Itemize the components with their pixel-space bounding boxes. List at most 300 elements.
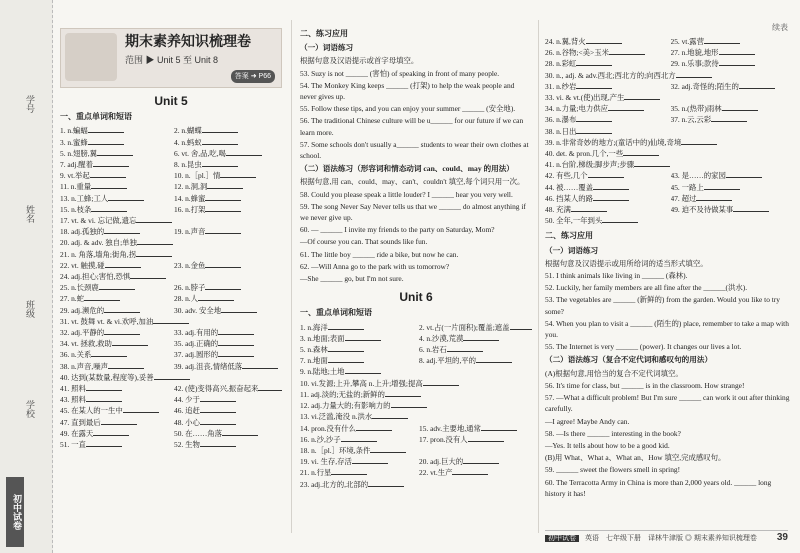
- answer-blank[interactable]: [104, 327, 140, 335]
- vocab-item: [545, 103, 665, 114]
- answer-blank[interactable]: [510, 322, 532, 330]
- answer-blank[interactable]: [385, 389, 421, 397]
- vocab-item: [174, 383, 282, 394]
- vocab-item: [174, 260, 282, 271]
- footer-text: 英语 七年级下册 译林牛津版 ◎ 期末素养知识梳理卷: [584, 535, 757, 542]
- vocab-item: [419, 456, 532, 467]
- vocab-item: [671, 47, 791, 58]
- answer-blank[interactable]: [328, 322, 364, 330]
- vocab-text: 50. 全年,一年到头: [545, 216, 603, 226]
- vocab-text: 21. n. 角落,墙角;街角,拐: [60, 249, 136, 259]
- vocab-item: [60, 372, 282, 383]
- question-item: 53. The vegetables are ______ (新鲜的) from the garden. Would you like to try some?: [545, 295, 780, 316]
- vocab-text: 5. n.森林: [300, 345, 328, 355]
- question-item: 61. The little boy ______ ride a bike, but now he can.: [300, 249, 459, 259]
- answer-blank[interactable]: [97, 148, 133, 156]
- vocab-item: [419, 434, 532, 445]
- vocab-text: 52. 生物: [174, 440, 200, 450]
- vocab-text: 35. n.(热带)雨林: [670, 104, 722, 114]
- answer-blank[interactable]: [372, 411, 408, 419]
- vocab-text: 37. n.云,云彩: [670, 115, 712, 125]
- answer-blank[interactable]: [370, 445, 406, 453]
- answer-blank[interactable]: [368, 479, 404, 487]
- vocab-text: 45. 一路上: [670, 182, 704, 192]
- vocab-item: [300, 445, 532, 456]
- question-item: 54. When you plan to visit a ______ (陌生的) place, remember to take a map with you.: [545, 318, 789, 340]
- answer-blank[interactable]: [108, 193, 144, 201]
- answer-blank[interactable]: [101, 417, 137, 425]
- vocab-text: 10. vi.发源;上升,攀高 n.上升;增强;提高: [300, 378, 423, 388]
- subsection-heading: （二）语法练习（形容词和情态动词 can、could、may 的用法）: [300, 164, 514, 174]
- vocab-text: 51. 一直: [60, 440, 86, 450]
- answer-blank[interactable]: [226, 148, 262, 156]
- question-item: 54. The Monkey King keeps ______ (打架) to help the weak people and never gives up.: [300, 80, 515, 102]
- answer-blank[interactable]: [153, 316, 189, 324]
- vocab-text: 30. adv. 安全地: [174, 305, 222, 315]
- vocab-text: 24. adj.担心;害怕,恐惧: [60, 272, 131, 282]
- vocab-text: 18. adj.孤独的: [60, 227, 105, 237]
- answer-blank[interactable]: [719, 58, 755, 66]
- question-item: 58. Could you please speak a little louder? I ______ hear you very well.: [300, 189, 513, 199]
- vocab-item: [174, 125, 282, 136]
- vocab-item: [545, 58, 665, 69]
- vocab-item: [60, 271, 282, 282]
- vocab-text: 3. n.地面;表面: [300, 333, 345, 343]
- question-item: 62. —Will Anna go to the park with us tomorrow?: [300, 261, 450, 271]
- answer-blank[interactable]: [476, 355, 512, 363]
- answer-blank[interactable]: [242, 361, 278, 369]
- vocab-item: [545, 137, 790, 148]
- vocab-text: 21. n.行星: [300, 468, 332, 478]
- vocab-item: [545, 159, 790, 170]
- vocab-item: [60, 215, 282, 226]
- vocab-list: [60, 125, 282, 450]
- answer-blank[interactable]: [341, 434, 377, 442]
- vocab-item: [671, 114, 791, 125]
- vocab-item: [60, 260, 168, 271]
- answer-blank[interactable]: [202, 159, 238, 167]
- answer-blank[interactable]: [588, 170, 624, 178]
- vocab-item: [300, 456, 413, 467]
- vocab-item: [671, 193, 791, 204]
- vocab-item: [60, 305, 168, 316]
- answer-blank[interactable]: [719, 47, 755, 55]
- answer-blank[interactable]: [99, 282, 135, 290]
- answer-blank[interactable]: [593, 193, 629, 201]
- vocab-item: [174, 293, 282, 304]
- vocab-item: [300, 366, 532, 377]
- answer-blank[interactable]: [86, 439, 122, 447]
- vocab-text: 36. n.瀑布: [545, 115, 577, 125]
- vocab-text: 11. n.重量: [60, 182, 92, 192]
- answer-blank[interactable]: [130, 271, 166, 279]
- section-heading: 二、练习应用: [545, 231, 593, 241]
- vocab-item: [60, 394, 168, 405]
- vocab-text: 45. 在某人的一生中: [60, 406, 123, 416]
- vocab-item: [174, 181, 282, 192]
- answer-blank[interactable]: [84, 293, 120, 301]
- answer-blank[interactable]: [345, 333, 381, 341]
- vocab-list: [300, 322, 532, 490]
- answer-blank[interactable]: [608, 103, 644, 111]
- vocab-text: 28. n.彩虹: [545, 59, 577, 69]
- vocab-text: 50. 在……角落: [174, 428, 223, 438]
- answer-blank[interactable]: [218, 349, 254, 357]
- answer-blank[interactable]: [593, 182, 629, 190]
- vocab-item: [419, 467, 532, 478]
- vocab-item: [545, 114, 665, 125]
- answer-blank[interactable]: [205, 260, 241, 268]
- vocab-text: 29. n.乐事;款待: [670, 59, 719, 69]
- vocab-list: [545, 36, 790, 226]
- vocab-item: [300, 434, 413, 445]
- answer-blank[interactable]: [86, 394, 122, 402]
- answer-blank[interactable]: [88, 125, 124, 133]
- vocab-item: [174, 204, 282, 215]
- answer-blank[interactable]: [222, 428, 258, 436]
- vocab-text: 12. adj.力量大的;有影响力的: [300, 401, 391, 411]
- vocab-item: [300, 400, 532, 411]
- vocab-item: [419, 344, 532, 355]
- vocab-item: [671, 170, 791, 181]
- vocab-item: [671, 182, 791, 193]
- answer-blank[interactable]: [137, 237, 173, 245]
- vocab-text: 8. n.昆虫: [174, 160, 202, 170]
- question-item: —I agree! Maybe Andy can.: [545, 416, 630, 426]
- answer-blank[interactable]: [352, 456, 388, 464]
- question-item: 55. Follow these tips, and you can enjoy your summer ______ (安全地).: [300, 104, 516, 114]
- unit-heading: Unit 5: [154, 94, 188, 108]
- vocab-item: [671, 204, 791, 215]
- answer-blank[interactable]: [328, 355, 364, 363]
- vocab-text: 20. adj. & adv. 独自;单独: [60, 238, 137, 248]
- answer-blank[interactable]: [93, 159, 129, 167]
- vocab-text: 19. n.声音: [174, 227, 206, 237]
- vocab-text: 7. n.地面: [300, 356, 328, 366]
- vocab-text: 13. vi.泛滥,淹没 n.洪水: [300, 412, 373, 422]
- vocab-item: [419, 355, 532, 366]
- unit-range: 范围 ▶ Unit 5 至 Unit 8: [125, 55, 219, 65]
- answer-blank[interactable]: [623, 148, 659, 156]
- vocab-text: 20. adj.巨大的: [419, 457, 464, 467]
- answer-blank[interactable]: [576, 126, 612, 134]
- vocab-text: 24. n.翼,背火: [545, 37, 586, 46]
- vocab-text: 2. n.蝴蝶: [174, 126, 202, 136]
- vocab-item: [174, 439, 282, 450]
- answer-blank[interactable]: [576, 81, 612, 89]
- vocab-text: 6. n.岩石: [419, 345, 447, 355]
- illustration-icon: [65, 33, 117, 81]
- vocab-text: 23. adj.北方的,北部的: [300, 479, 369, 489]
- answer-blank[interactable]: [602, 215, 638, 223]
- continued-label: 续表: [772, 23, 788, 32]
- binding-strip: [0, 0, 53, 553]
- vocab-text: 12. n.洞,洞: [174, 182, 208, 192]
- vocab-item: [60, 159, 168, 170]
- answer-blank[interactable]: [218, 327, 254, 335]
- answer-blank[interactable]: [200, 417, 236, 425]
- question-item: 56. The traditional Chinese culture will be u______ for our future if we can learn more.: [300, 116, 524, 137]
- vocab-item: [60, 249, 282, 260]
- question-item: 57. —What a difficult problem! But I'm sure ______ can work it out after thinking carefully.: [545, 393, 790, 414]
- vocab-text: 25. n.长颈鹿: [60, 283, 99, 293]
- vocab-text: 2. vt.占(一片面积);覆盖;遮盖: [419, 322, 510, 332]
- answer-blank[interactable]: [423, 378, 459, 386]
- vocab-text: 22. vt. 触摸,碰: [60, 260, 105, 270]
- question-item: —Yes. It tells about how to be a good kid.: [545, 440, 670, 450]
- question-item: —Of course you can. That sounds like fun.: [300, 237, 428, 247]
- vocab-text: 25. vt.露营: [670, 37, 704, 46]
- answer-blank[interactable]: [104, 226, 140, 234]
- vocab-text: 23. n.金鱼: [174, 260, 206, 270]
- vocab-text: 15. adv.主要地,通常: [419, 423, 481, 433]
- instruction: (B)用 What、What a、What an、How 填空,完成感叹句。: [545, 453, 726, 463]
- answer-blank[interactable]: [711, 114, 747, 122]
- answer-blank[interactable]: [104, 305, 140, 313]
- vocab-item: [60, 405, 168, 416]
- vocab-item: [174, 405, 282, 416]
- answer-blank[interactable]: [452, 467, 488, 475]
- instruction: (A)根据句意,用恰当的复合不定代词填空。: [545, 368, 683, 378]
- brand-badge: 初中试卷: [6, 477, 24, 547]
- vocab-text: 11. adj.淡的;无盐的;新鲜的: [300, 389, 385, 399]
- vocab-item: [300, 333, 413, 344]
- vocab-item: [60, 282, 168, 293]
- answer-blank[interactable]: [91, 349, 127, 357]
- answer-blank[interactable]: [447, 344, 483, 352]
- answer-blank[interactable]: [468, 434, 504, 442]
- answer-blank[interactable]: [331, 467, 367, 475]
- vocab-text: 38. n.日出: [545, 126, 577, 136]
- vocab-item: [545, 36, 665, 47]
- vocab-item: [300, 322, 413, 333]
- answer-blank[interactable]: [356, 423, 392, 431]
- column-3: [545, 36, 790, 500]
- vocab-item: [60, 237, 282, 248]
- answer-blank[interactable]: [112, 338, 148, 346]
- page-number: 39: [776, 532, 788, 543]
- answer-blank[interactable]: [258, 383, 282, 391]
- answer-blank[interactable]: [205, 226, 241, 234]
- answer-blank[interactable]: [205, 193, 241, 201]
- vocab-item: [300, 467, 413, 478]
- answer-blank[interactable]: [733, 204, 769, 212]
- vocab-text: 49. 在露天: [60, 428, 94, 438]
- vocab-text: 16. n.打架: [174, 204, 206, 214]
- vocab-item: [60, 148, 168, 159]
- vocab-text: 29. adj.濒危的: [60, 305, 105, 315]
- vocab-text: 6. vt. 舍,品,吃,喝: [174, 148, 226, 158]
- vocab-text: 47. 超过: [670, 193, 697, 203]
- vocab-text: 15. n.枝条: [60, 204, 92, 214]
- question-list: [300, 68, 532, 162]
- vocab-item: [60, 361, 168, 372]
- vocab-text: 41. n.台阶,梯级;脚步声;步骤: [545, 160, 635, 170]
- answer-blank[interactable]: [634, 159, 670, 167]
- vocab-item: [174, 193, 282, 204]
- question-item: 60. The Terracotta Army in China is more than 2,000 years old. ______ long history it has!: [545, 477, 772, 498]
- answer-blank[interactable]: [328, 344, 364, 352]
- answer-blank[interactable]: [624, 92, 660, 100]
- answer-blank[interactable]: [207, 181, 243, 189]
- answer-blank[interactable]: [726, 170, 762, 178]
- vocab-item: [60, 193, 168, 204]
- footer-brand: 初中试卷: [545, 535, 579, 542]
- answer-blank[interactable]: [202, 125, 238, 133]
- vocab-text: 32. adj.平静的: [60, 328, 105, 338]
- question-item: —She ______ go, but I'm not sure.: [300, 274, 404, 284]
- answer-blank[interactable]: [676, 70, 712, 78]
- answer-blank[interactable]: [91, 181, 127, 189]
- vocab-item: [671, 58, 791, 69]
- vocab-text: 44. 少于: [174, 395, 200, 405]
- vocab-text: 17. pron.没有人: [419, 434, 468, 444]
- vocab-text: 28. n.人: [174, 294, 199, 304]
- vocab-item: [300, 423, 413, 434]
- answer-blank[interactable]: [88, 137, 124, 145]
- vocab-text: 5. n.翅膀,翼: [60, 148, 97, 158]
- answer-blank[interactable]: [202, 137, 238, 145]
- answer-blank[interactable]: [463, 333, 499, 341]
- vocab-item: [545, 170, 665, 181]
- vocab-text: 31. vt. 鼓舞 vt. & vi.欢呼,加油: [60, 316, 154, 326]
- answer-blank[interactable]: [571, 204, 607, 212]
- vocab-text: 34. n.力量;电力供应: [545, 104, 609, 114]
- vocab-text: 34. vt. 拯救,救助: [60, 339, 112, 349]
- answer-blank[interactable]: [205, 282, 241, 290]
- subsection-heading: （一）词语练习: [545, 245, 599, 255]
- question-item: 59. The song Never Say Never tells us that we ______ do almost anything if we never give up.: [300, 201, 526, 223]
- answer-blank[interactable]: [136, 215, 172, 223]
- question-item: 56. It's time for class, but ______ is in the classroom. How strange!: [545, 380, 745, 390]
- column-1: [60, 0, 282, 450]
- answer-blank[interactable]: [696, 193, 732, 201]
- vocab-text: 43. 是……的家园: [670, 171, 726, 181]
- answer-blank[interactable]: [136, 249, 172, 257]
- class-label: 班级: [25, 300, 35, 318]
- page-title: 期末素养知识梳理卷: [125, 33, 251, 49]
- vocab-item: [60, 338, 168, 349]
- vocab-text: 39. n.非常奇妙的地方;(童话中的)仙境,奇境: [545, 137, 682, 147]
- answer-blank[interactable]: [609, 47, 645, 55]
- vocab-text: 49. 迫不及待做某事: [670, 205, 734, 215]
- answer-blank[interactable]: [220, 170, 256, 178]
- vocab-item: [545, 70, 790, 81]
- answer-blank[interactable]: [586, 36, 622, 44]
- vocab-text: 13. n.工蜂;工人: [60, 193, 109, 203]
- vocab-item: [174, 428, 282, 439]
- vocab-text: 39. adj.沮丧,情绪低落: [174, 361, 243, 371]
- answer-blank[interactable]: [739, 81, 775, 89]
- vocab-text: 47. 直到最后: [60, 417, 101, 427]
- answer-blank[interactable]: [345, 366, 381, 374]
- vocab-item: [671, 81, 791, 92]
- vocab-text: 1. n.蝙蝠: [60, 126, 88, 136]
- answer-blank[interactable]: [576, 58, 612, 66]
- vocab-text: 36. n.关系: [60, 350, 92, 360]
- subsection-heading: （二）语法练习（复合不定代词和感叹句的用法）: [545, 355, 713, 365]
- vocab-text: 10. n.［pl.］情: [174, 171, 221, 181]
- answer-blank[interactable]: [123, 405, 159, 413]
- answer-blank[interactable]: [218, 338, 254, 346]
- vocab-text: 30. n., adj. & adv.西北;西北方的;向西北方: [545, 70, 676, 80]
- column-2: [300, 24, 532, 490]
- vocab-text: 19. vi. 生存,存活: [300, 457, 352, 467]
- answer-blank[interactable]: [722, 103, 758, 111]
- vocab-item: [174, 226, 282, 237]
- vocab-text: 17. vt. & vi. 忘记做,遗忘: [60, 216, 137, 226]
- answer-blank[interactable]: [200, 439, 236, 447]
- unit-heading: Unit 6: [399, 290, 433, 305]
- vocab-text: 33. vi. & vt.(使)出现,产生: [545, 93, 625, 103]
- vocab-item: [60, 170, 168, 181]
- vocab-item: [60, 226, 168, 237]
- vocab-item: [545, 215, 790, 226]
- vocab-text: 26. n.谷物;<美>玉米: [545, 48, 609, 58]
- vocab-item: [174, 394, 282, 405]
- answer-blank[interactable]: [576, 114, 612, 122]
- vocab-item: [419, 322, 532, 333]
- question-item: 51. I think animals like living in ______ (森林).: [545, 271, 688, 281]
- answer-blank[interactable]: [391, 400, 427, 408]
- answer-blank[interactable]: [200, 405, 236, 413]
- vocab-text: 14. pron.没有什么: [300, 423, 357, 433]
- vocab-item: [60, 428, 168, 439]
- answer-blank[interactable]: [463, 456, 499, 464]
- answer-blank[interactable]: [704, 36, 740, 44]
- vocab-text: 40. det. & pron.几个,一些: [545, 149, 624, 159]
- answer-blank[interactable]: [86, 383, 122, 391]
- answer-blank[interactable]: [481, 423, 517, 431]
- vocab-item: [174, 137, 282, 148]
- vocab-text: 7. adj.醒着: [60, 160, 94, 170]
- answer-blank[interactable]: [154, 372, 190, 380]
- vocab-item: [419, 423, 532, 434]
- vocab-text: 16. n.沙,沙子: [300, 434, 341, 444]
- answer-blank[interactable]: [205, 204, 241, 212]
- vocab-text: 26. n.脖子: [174, 283, 206, 293]
- answer-blank[interactable]: [704, 182, 740, 190]
- answer-blank[interactable]: [91, 204, 127, 212]
- vocab-text: 48. 充满: [545, 205, 571, 215]
- answer-blank[interactable]: [221, 305, 257, 313]
- vocab-text: 46. 挡某人的路: [545, 193, 594, 203]
- vocab-text: 42. (使)变得高兴,振奋起来: [174, 384, 259, 394]
- question-item: 53. Suzy is not ______ (害怕) of speaking in front of many people.: [300, 68, 500, 78]
- answer-blank[interactable]: [105, 260, 141, 268]
- vocab-item: [545, 92, 790, 103]
- title-banner: [60, 28, 282, 88]
- vocab-text: 33. adj.有用的: [174, 328, 219, 338]
- vocab-text: 48. 小心: [174, 417, 200, 427]
- instruction: 根据句意,用 can、could、may、can't、couldn't 填空,每个词只用一次。: [300, 177, 525, 187]
- answer-blank[interactable]: [90, 170, 126, 178]
- vocab-item: [174, 159, 282, 170]
- answer-blank[interactable]: [681, 137, 717, 145]
- answer-blank[interactable]: [93, 428, 129, 436]
- vocab-text: 9. n.陆地;土地: [300, 367, 345, 377]
- vocab-text: 44. 被……覆盖: [545, 182, 594, 192]
- answer-blank[interactable]: [198, 293, 234, 301]
- section-heading: 二、练习应用: [300, 29, 348, 38]
- vocab-text: 4. n.沙漠,荒漠: [419, 333, 464, 343]
- vocab-item: [60, 204, 168, 215]
- vocab-item: [174, 282, 282, 293]
- answer-blank[interactable]: [108, 361, 144, 369]
- vocab-item: [174, 170, 282, 181]
- vocab-text: 35. adj.正确的: [174, 339, 219, 349]
- answer-blank[interactable]: [200, 394, 236, 402]
